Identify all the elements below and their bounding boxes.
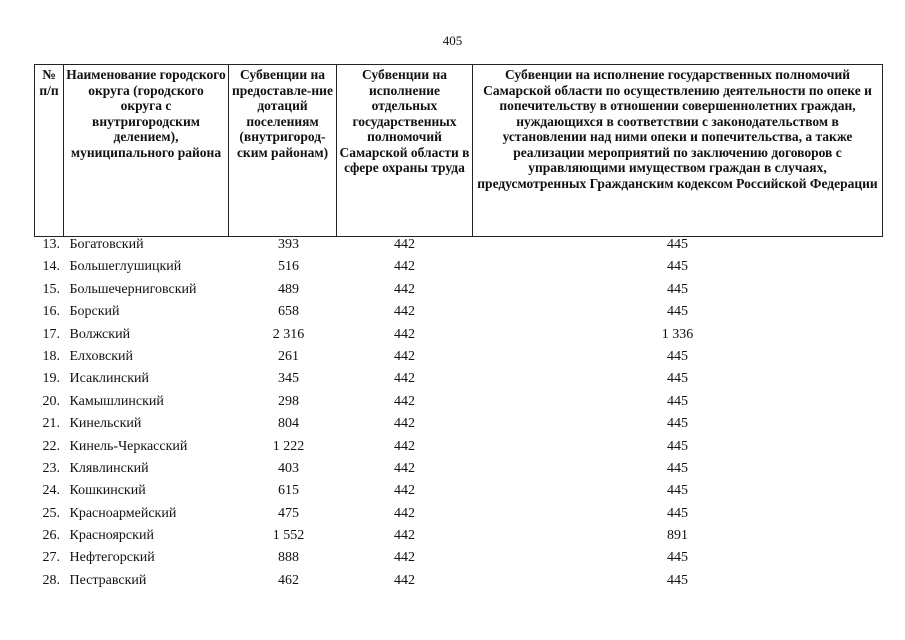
table-row — [35, 327, 883, 349]
value-labor-protection: 442 — [394, 572, 415, 588]
value-guardianship: 445 — [667, 460, 688, 476]
value-guardianship: 1 336 — [661, 326, 694, 342]
municipality-name: Нефтегорский — [69, 550, 155, 566]
header-subsidies-donations: Субвенции на предоставле-ние дотаций поселениям (внутригород-ским районам) — [229, 65, 337, 237]
value-labor-protection: 442 — [394, 371, 415, 387]
row-number: 19. — [42, 371, 60, 387]
row-number: 23. — [42, 460, 60, 476]
value-guardianship: 445 — [667, 304, 688, 320]
value-donations: 261 — [278, 348, 299, 364]
row-number: 20. — [42, 393, 60, 409]
municipality-name: Борский — [69, 304, 120, 320]
table-row — [35, 282, 883, 304]
municipality-name: Волжский — [69, 326, 131, 342]
value-labor-protection: 442 — [394, 460, 415, 476]
table-row — [35, 528, 883, 550]
value-donations: 516 — [278, 259, 299, 275]
header-row — [35, 65, 883, 237]
value-donations: 345 — [278, 371, 299, 387]
value-guardianship: 445 — [667, 281, 688, 297]
value-labor-protection: 442 — [394, 528, 415, 544]
value-guardianship: 445 — [667, 483, 688, 499]
row-number: 14. — [42, 259, 60, 275]
header-name: Наименование городского округа (городского округа с внутригородским делением), муниципального района — [64, 65, 229, 237]
municipality-name: Исаклинский — [69, 371, 149, 387]
value-donations: 489 — [278, 281, 299, 297]
value-donations: 298 — [278, 393, 299, 409]
municipality-name: Клявлинский — [69, 460, 149, 476]
value-guardianship: 445 — [667, 259, 688, 275]
table-row — [35, 573, 883, 595]
value-donations: 462 — [278, 572, 299, 588]
table-row — [35, 506, 883, 528]
value-labor-protection: 442 — [394, 304, 415, 320]
table-row — [35, 550, 883, 572]
table-header — [35, 65, 883, 237]
table-row — [35, 237, 883, 260]
table-row — [35, 461, 883, 483]
table-row — [35, 483, 883, 505]
value-guardianship: 445 — [667, 237, 688, 252]
municipality-name: Пестравский — [69, 572, 147, 588]
value-donations: 804 — [278, 416, 299, 432]
row-number: 16. — [42, 304, 60, 320]
table-row — [35, 349, 883, 371]
municipality-name: Большечерниговский — [69, 281, 197, 297]
value-labor-protection: 442 — [394, 505, 415, 521]
value-guardianship: 445 — [667, 550, 688, 566]
value-donations: 475 — [278, 505, 299, 521]
value-guardianship: 445 — [667, 438, 688, 454]
municipality-name: Богатовский — [69, 237, 144, 252]
table-row — [35, 439, 883, 461]
value-labor-protection: 442 — [394, 416, 415, 432]
value-donations: 403 — [278, 460, 299, 476]
municipality-name: Камышлинский — [69, 393, 164, 409]
row-number: 15. — [42, 281, 60, 297]
value-guardianship: 445 — [667, 348, 688, 364]
row-number: 26. — [42, 528, 60, 544]
value-guardianship: 445 — [667, 416, 688, 432]
value-guardianship: 445 — [667, 572, 688, 588]
table-row — [35, 371, 883, 393]
row-number: 28. — [42, 572, 60, 588]
table-row — [35, 416, 883, 438]
value-labor-protection: 442 — [394, 438, 415, 454]
value-donations: 1 222 — [272, 438, 305, 454]
value-donations: 2 316 — [272, 326, 305, 342]
value-donations: 888 — [278, 550, 299, 566]
value-donations: 615 — [278, 483, 299, 499]
municipality-name: Кошкинский — [69, 483, 146, 499]
value-labor-protection: 442 — [394, 281, 415, 297]
value-labor-protection: 442 — [394, 348, 415, 364]
row-number: 22. — [42, 438, 60, 454]
table-row — [35, 259, 883, 281]
row-number: 13. — [42, 237, 60, 252]
municipality-name: Красноярский — [69, 528, 154, 544]
row-number: 21. — [42, 416, 60, 432]
table-row — [35, 394, 883, 416]
row-number: 27. — [42, 550, 60, 566]
table-row — [35, 304, 883, 326]
value-guardianship: 891 — [667, 528, 688, 544]
row-number: 18. — [42, 348, 60, 364]
value-guardianship: 445 — [667, 393, 688, 409]
value-labor-protection: 442 — [394, 393, 415, 409]
value-donations: 658 — [278, 304, 299, 320]
value-labor-protection: 442 — [394, 483, 415, 499]
header-number: № п/п — [35, 65, 64, 237]
row-number: 24. — [42, 483, 60, 499]
municipality-name: Кинель-Черкасский — [69, 438, 188, 454]
table-body — [35, 237, 883, 596]
value-labor-protection: 442 — [394, 259, 415, 275]
municipality-name: Большеглушицкий — [69, 259, 182, 275]
value-guardianship: 445 — [667, 371, 688, 387]
municipality-name: Красноармейский — [69, 505, 177, 521]
row-number: 25. — [42, 505, 60, 521]
value-donations: 393 — [278, 237, 299, 252]
value-guardianship: 445 — [667, 505, 688, 521]
value-labor-protection: 442 — [394, 326, 415, 342]
header-subsidies-labor-protection: Субвенции на исполнение отдельных государственных полномочий Самарской области в сфере охраны труда — [337, 65, 473, 237]
header-subsidies-guardianship: Субвенции на исполнение государственных полномочий Самарской области по осуществлению деятельности по опеке и попечительству в отношении совершеннолетних граждан, нуждающихся в соответствии с законодательством в установлении над ними опеки и попечительства, а также реализации мероприятий по заключению договоров с управляющими имуществом граждан в случаях, предусмотренных Гражданским кодексом Российской Федерации — [473, 65, 883, 237]
subventions-table — [34, 64, 883, 595]
value-donations: 1 552 — [272, 528, 305, 544]
value-labor-protection: 442 — [394, 237, 415, 252]
page-number: 405 — [442, 33, 463, 48]
municipality-name: Кинельский — [69, 416, 142, 432]
row-number: 17. — [42, 326, 60, 342]
value-labor-protection: 442 — [394, 550, 415, 566]
municipality-name: Елховский — [69, 348, 134, 364]
